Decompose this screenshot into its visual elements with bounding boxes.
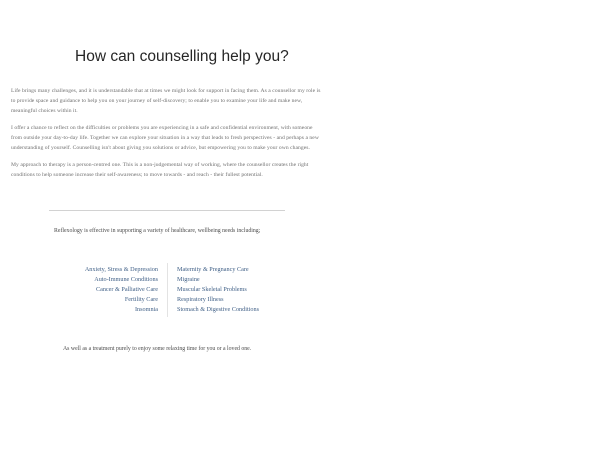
condition-item[interactable]: Auto-Immune Conditions bbox=[94, 276, 158, 283]
condition-item[interactable]: Anxiety, Stress & Depression bbox=[84, 266, 158, 273]
intro-section bbox=[11, 86, 323, 187]
intro-paragraph: My approach to therapy is a person-centred one. This is a non-judgemental way of working, where the counsellor creates the right conditions to help someone increase their self-awareness; to move towards - and reach - their fullest potential. bbox=[11, 162, 309, 178]
condition-item[interactable]: Respiratory Illness bbox=[177, 296, 224, 303]
section-divider bbox=[49, 210, 285, 211]
column-divider bbox=[167, 263, 168, 317]
conditions-list-left bbox=[58, 265, 158, 315]
condition-item[interactable]: Muscular Skeletal Problems bbox=[177, 286, 247, 293]
page-title: How can counselling help you? bbox=[75, 48, 289, 65]
closing-text: As well as a treatment purely to enjoy some relaxing time for you or a loved one. bbox=[63, 346, 252, 352]
condition-item[interactable]: Stomach & Digestive Conditions bbox=[177, 306, 259, 313]
reflexology-intro: Reflexology is effective in supporting a variety of healthcare, wellbeing needs including; bbox=[54, 228, 261, 234]
condition-item[interactable]: Cancer & Palliative Care bbox=[95, 286, 158, 293]
condition-item[interactable]: Insomnia bbox=[134, 306, 158, 313]
condition-item[interactable]: Maternity & Pregnancy Care bbox=[177, 266, 249, 273]
intro-paragraph: Life brings many challenges, and it is understandable that at times we might look for support in facing them. As a counsellor my role is to provide space and guidance to help you on your journey of self-discovery; to enable you to examine your life and make new, meaningful choices within it. bbox=[11, 88, 321, 114]
condition-item[interactable]: Fertility Care bbox=[124, 296, 158, 303]
conditions-list-right bbox=[177, 265, 307, 315]
intro-paragraph: I offer a chance to reflect on the difficulties or problems you are experiencing in a safe and confidential environment, with someone from outside your day-to-day life. Together we can explore your situation in a way that leads to fresh perspectives - and perhaps a new understanding of yourself. Counselling isn't about giving you solutions or advice, but empowering you to make your own changes. bbox=[11, 125, 319, 151]
condition-item[interactable]: Migraine bbox=[177, 276, 200, 283]
